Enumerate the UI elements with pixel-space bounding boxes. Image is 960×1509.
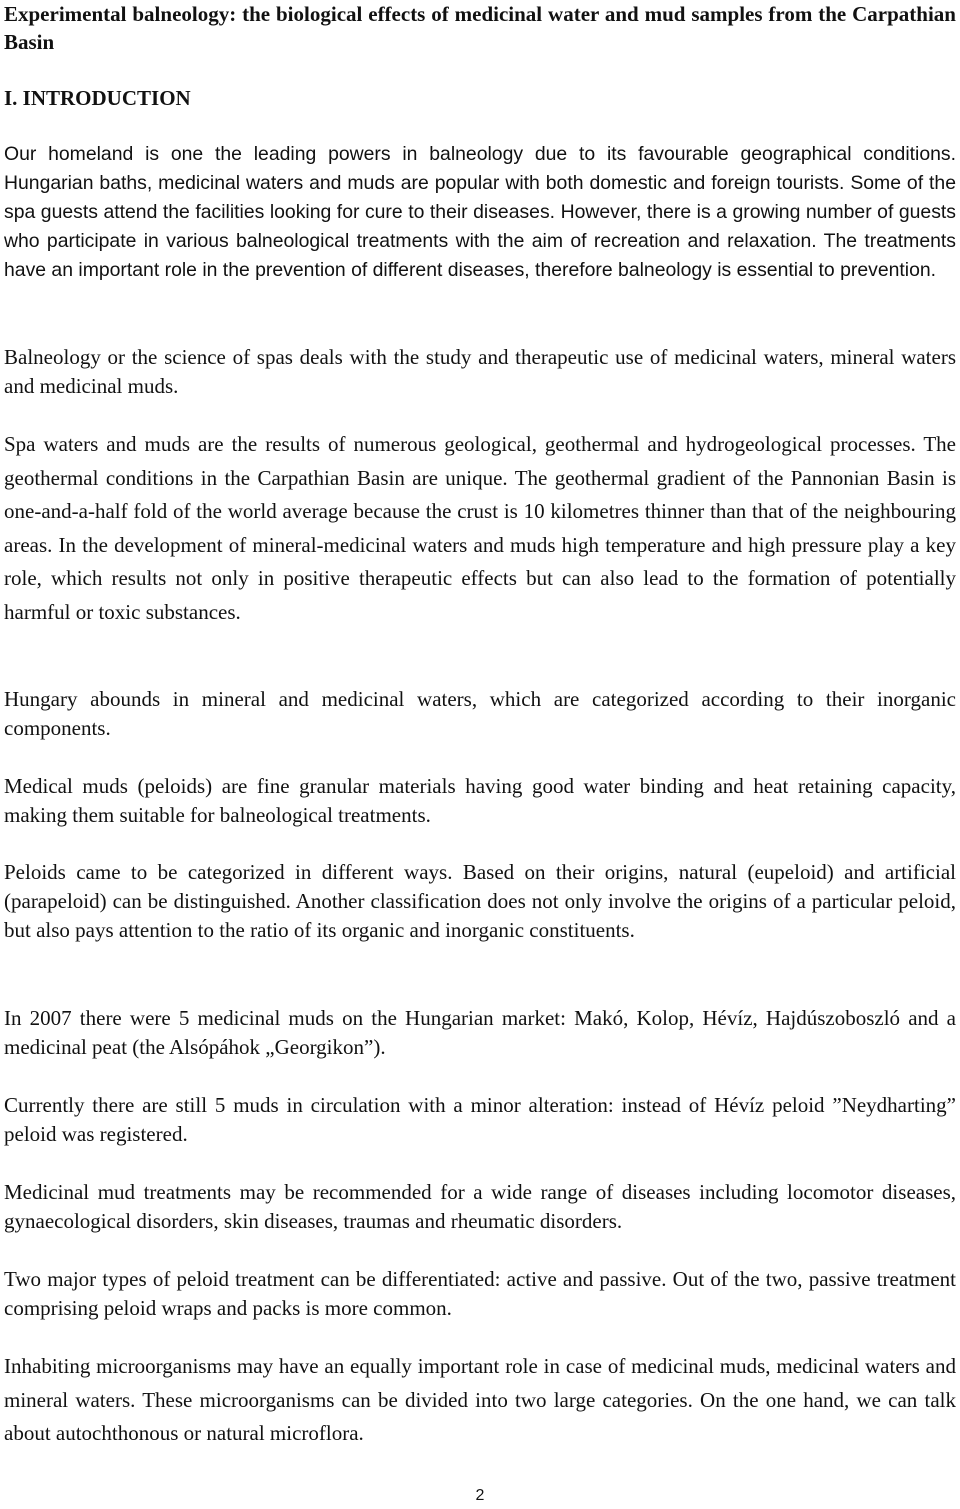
document-page bbox=[4, 0, 956, 1445]
paragraph-current-muds: Currently there are still 5 muds in circulation with a minor alteration: instead of Hévíz peloid ”Neydharting” peloid was registered. bbox=[4, 1093, 956, 1146]
paragraph-hungary-waters: Hungary abounds in mineral and medicinal waters, which are categorized according to their inorganic components. bbox=[4, 687, 956, 740]
paragraph-homeland: Our homeland is one the leading powers in balneology due to its favourable geographical conditions. Hungarian baths, medicinal waters and muds are popular with both domestic and foreign tourists. Some of the spa guests attend the facilities looking for cure to their diseases. However, there is a growing number of guests who participate in various balneological treatments with the aim of recreation and relaxation. The treatments have an important role in the prevention of different diseases, therefore balneology is essential to prevention. bbox=[4, 143, 956, 281]
paragraph-mud-treatments: Medicinal mud treatments may be recommended for a wide range of diseases including locomotor diseases, gynaecological disorders, skin diseases, traumas and rheumatic disorders. bbox=[4, 1180, 956, 1233]
section-heading: I. INTRODUCTION bbox=[4, 86, 191, 110]
paragraph-microorganisms: Inhabiting microorganisms may have an equally important role in case of medicinal muds, medicinal waters and mineral waters. These microorganisms can be divided into two large categories. On the one hand, we can talk about autochthonous or natural microflora. bbox=[4, 1354, 956, 1445]
paragraph-medical-muds: Medical muds (peloids) are fine granular materials having good water binding and heat retaining capacity, making them suitable for balneological treatments. bbox=[4, 774, 956, 827]
paragraph-spa-waters: Spa waters and muds are the results of numerous geological, geothermal and hydrogeological processes. The geothermal conditions in the Carpathian Basin are unique. The geothermal gradient of the Pannonian Basin is one-and-a-half fold of the world average because the crust is 10 kilometres thinner than that of the neighbouring areas. In the development of mineral-medicinal waters and muds high temperature and high pressure play a key role, which results not only in positive therapeutic effects but can also lead to the formation of potentially harmful or toxic substances. bbox=[4, 432, 956, 624]
paragraph-2007-muds: In 2007 there were 5 medicinal muds on the Hungarian market: Makó, Kolop, Hévíz, Hajdúszoboszló and a medicinal peat (the Alsópáhok „Georgikon”). bbox=[4, 1006, 956, 1059]
paragraph-peloid-treatment-types: Two major types of peloid treatment can be differentiated: active and passive. Out of the two, passive treatment comprising peloid wraps and packs is more common. bbox=[4, 1267, 956, 1320]
document-title: Experimental balneology: the biological effects of medicinal water and mud samples from the Carpathian Basin bbox=[4, 2, 956, 54]
paragraph-peloid-categories: Peloids came to be categorized in different ways. Based on their origins, natural (eupeloid) and artificial (parapeloid) can be distinguished. Another classification does not only involve the origins of a particular peloid, but also pays attention to the ratio of its organic and inorganic constituents. bbox=[4, 860, 956, 942]
paragraph-balneology-definition: Balneology or the science of spas deals with the study and therapeutic use of medicinal waters, mineral waters and medicinal muds. bbox=[4, 345, 956, 398]
page-number: 2 bbox=[475, 1487, 485, 1504]
